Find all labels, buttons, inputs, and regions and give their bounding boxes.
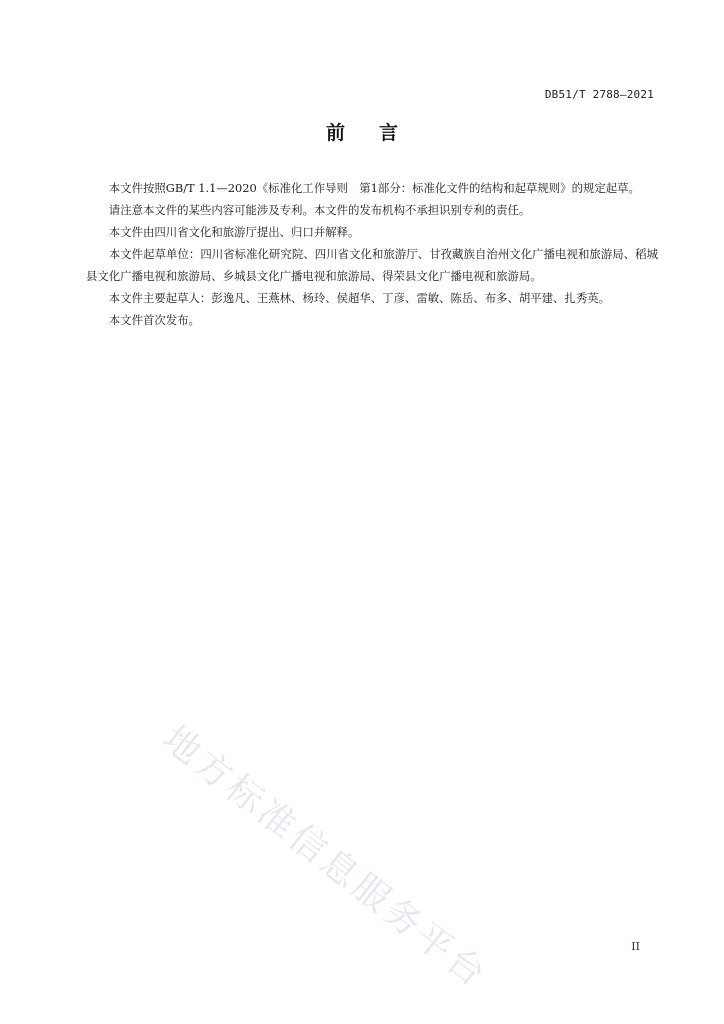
document-code: DB51/T 2788—2021 (544, 88, 654, 101)
paragraph-first-release: 本文件首次发布。 (108, 313, 200, 327)
watermark: 地方标准信息服务平台 (154, 718, 496, 997)
paragraph-drafters: 本文件主要起草人：彭逸凡、王燕林、杨玲、侯超华、丁彦、雷敏、陈岳、布多、胡平建、扎秀英。 (108, 291, 610, 305)
paragraph-patent-notice: 请注意本文件的某些内容可能涉及专利。本文件的发布机构不承担识别专利的责任。 (108, 203, 531, 217)
body-text (86, 177, 658, 331)
paragraph-proposer: 本文件由四川省文化和旅游厅提出、归口并解释。 (108, 225, 360, 239)
paragraph-drafting-units: 本文件起草单位：四川省标准化研究院、四川省文化和旅游厅、甘孜藏族自治州文化广播电视和旅游局、稻城县文化广播电视和旅游局、乡城县文化广播电视和旅游局、得荣县文化广播电视和旅游局。 (86, 247, 658, 283)
paragraph-drafting-rules: 本文件按照GB/T 1.1—2020《标准化工作导则 第1部分：标准化文件的结构和起草规则》的规定起草。 (108, 181, 640, 195)
page-number: II (631, 940, 640, 953)
page-title: 前言 (325, 122, 432, 144)
